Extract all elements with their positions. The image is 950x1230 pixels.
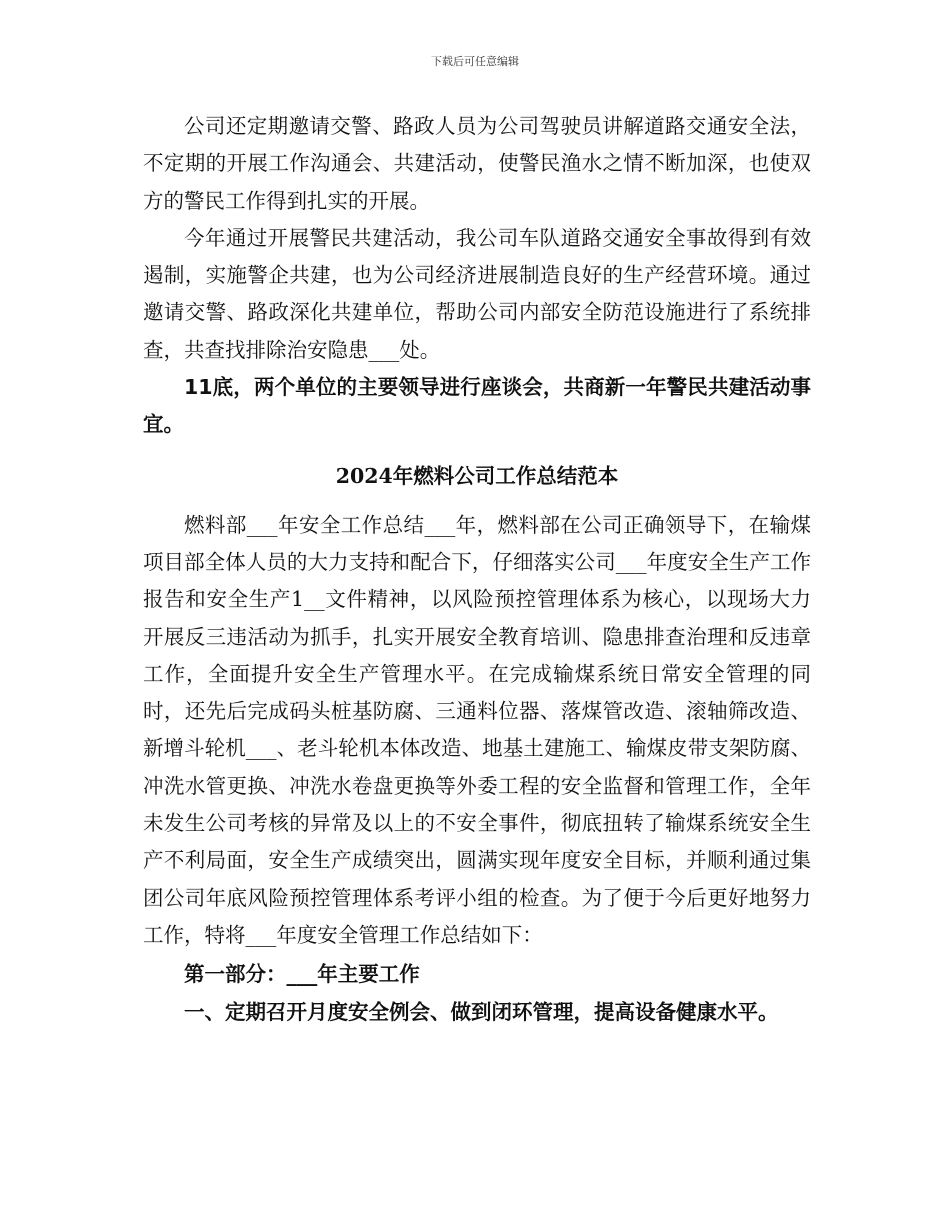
- paragraph-safety-summary: 燃料部___年安全工作总结___年，燃料部在公司正确领导下，在输煤项目部全体人员的大力支持和配合下，仔细落实公司___年度安全生产工作报告和安全生产1__文件精神，以风险预控管理体系为核心，以现场大力开展反三违活动为抓手，扎实开展安全教育培训、隐患排查治理和反违章工作，全面提升安全生产管理水平。在完成输煤系统日常安全管理的同时，还先后完成码头桩基防腐、三通料位器、落煤管改造、滚轴筛改造、新增斗轮机___、老斗轮机本体改造、地基土建施工、输煤皮带支架防腐、冲洗水管更换、冲洗水卷盘更换等外委工程的安全监督和管理工作，全年未发生公司考核的异常及以上的不安全事件，彻底扭转了输煤系统安全生产不利局面，安全生产成绩突出，圆满实现年度安全目标，并顺利通过集团公司年底风险预控管理体系考评小组的检查。为了便于今后更好地努力工作，特将___年度安全管理工作总结如下：: [143, 512, 811, 947]
- paragraph-leaders-meeting: 11底，两个单位的主要领导进行座谈会，共商新一年警民共建活动事宜。: [143, 375, 811, 437]
- page-header-note: 下载后可任意编辑: [431, 55, 519, 68]
- paragraph-joint-activities: 今年通过开展警民共建活动，我公司车队道路交通安全事故得到有效遏制，实施警企共建，也为公司经济进展制造良好的生产经营环境。通过邀请交警、路政深化共建单位，帮助公司内部安全防范设施进行了系统排查，共查找排除治安隐患___处。: [143, 225, 811, 362]
- sub-heading: 一、定期召开月度安全例会、做到闭环管理，提高设备健康水平。: [184, 999, 779, 1024]
- part-heading: 第一部分：___年主要工作: [184, 962, 420, 987]
- section-title: 2024年燃料公司工作总结范本: [335, 463, 619, 488]
- paragraph-police-cooperation: 公司还定期邀请交警、路政人员为公司驾驶员讲解道路交通安全法，不定期的开展工作沟通会、共建活动，使警民渔水之情不断加深，也使双方的警民工作得到扎实的开展。: [143, 114, 811, 213]
- document-body: [143, 108, 811, 1031]
